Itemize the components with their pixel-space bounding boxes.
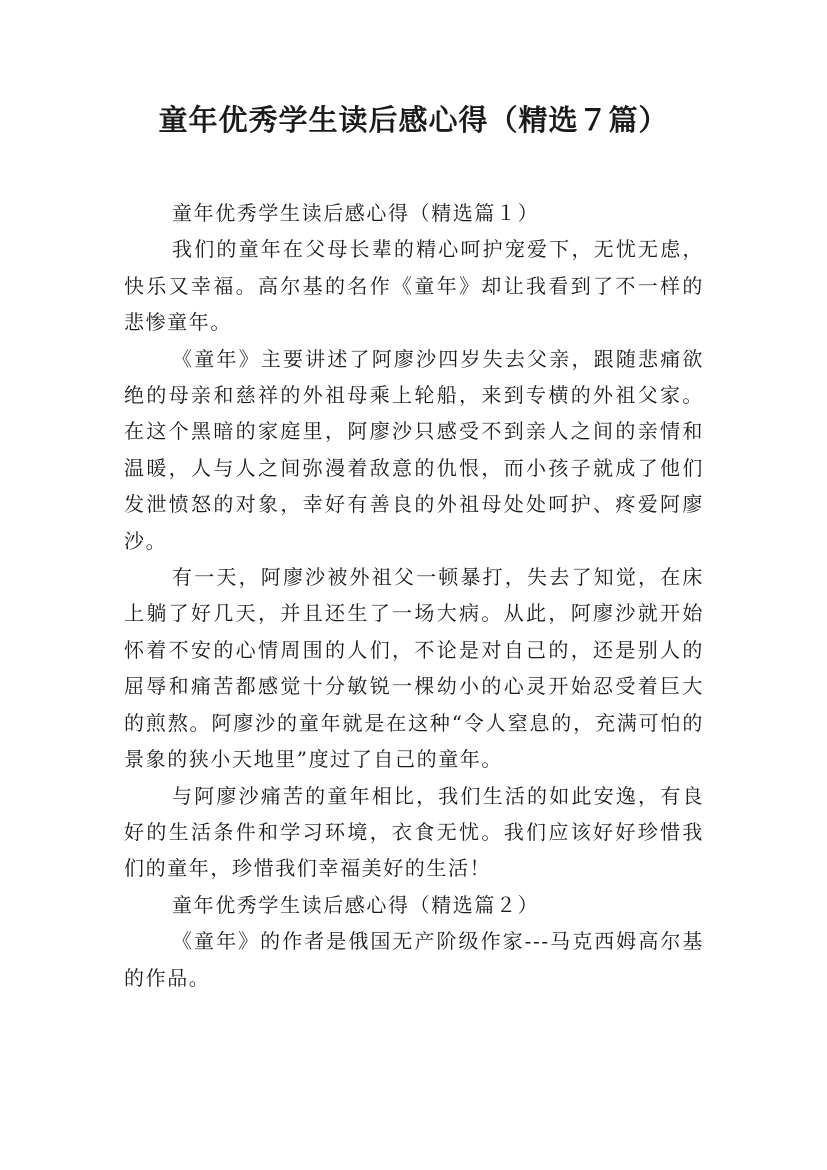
paragraph-3: 有一天，阿廖沙被外祖父一顿暴打，失去了知觉，在床上躺了好几天，并且还生了一场大病。从此，阿廖沙就开始怀着不安的心情周围的人们，不论是对自己的，还是别人的屈辱和痛苦都感觉十分敏锐一棵幼小的心灵开始忍受着巨大的煎熬。阿廖沙的童年就是在这种“令人窒息的，充满可怕的景象的狭小天地里”度过了自己的童年。 <box>124 565 704 772</box>
paragraph-4: 与阿廖沙痛苦的童年相比，我们生活的如此安逸，有良好的生活条件和学习环境，衣食无忧。我们应该好好珍惜我们的童年，珍惜我们幸福美好的生活！ <box>124 783 704 881</box>
document-title: 童年优秀学生读后感心得（精选７篇） <box>158 103 669 137</box>
document-body <box>124 195 704 996</box>
section-heading-2: 童年优秀学生读后感心得（精选篇２） <box>172 892 540 917</box>
section-heading-1: 童年优秀学生读后感心得（精选篇１） <box>172 201 540 225</box>
paragraph-1: 我们的童年在父母长辈的精心呵护宠爱下，无忧无虑，快乐又幸福。高尔基的名作《童年》却让我看到了不一样的悲惨童年。 <box>124 237 704 335</box>
paragraph-2: 《童年》主要讲述了阿廖沙四岁失去父亲，跟随悲痛欲绝的母亲和慈祥的外祖母乘上轮船，来到专横的外祖父家。在这个黑暗的家庭里，阿廖沙只感受不到亲人之间的亲情和温暖，人与人之间弥漫着敌意的仇恨，而小孩子就成了他们发泄愤怒的对象，幸好有善良的外祖母处处呵护、疼爱阿廖沙。 <box>124 346 704 553</box>
paragraph-5: 《童年》的作者是俄国无产阶级作家---马克西姆高尔基的作品。 <box>124 929 704 990</box>
